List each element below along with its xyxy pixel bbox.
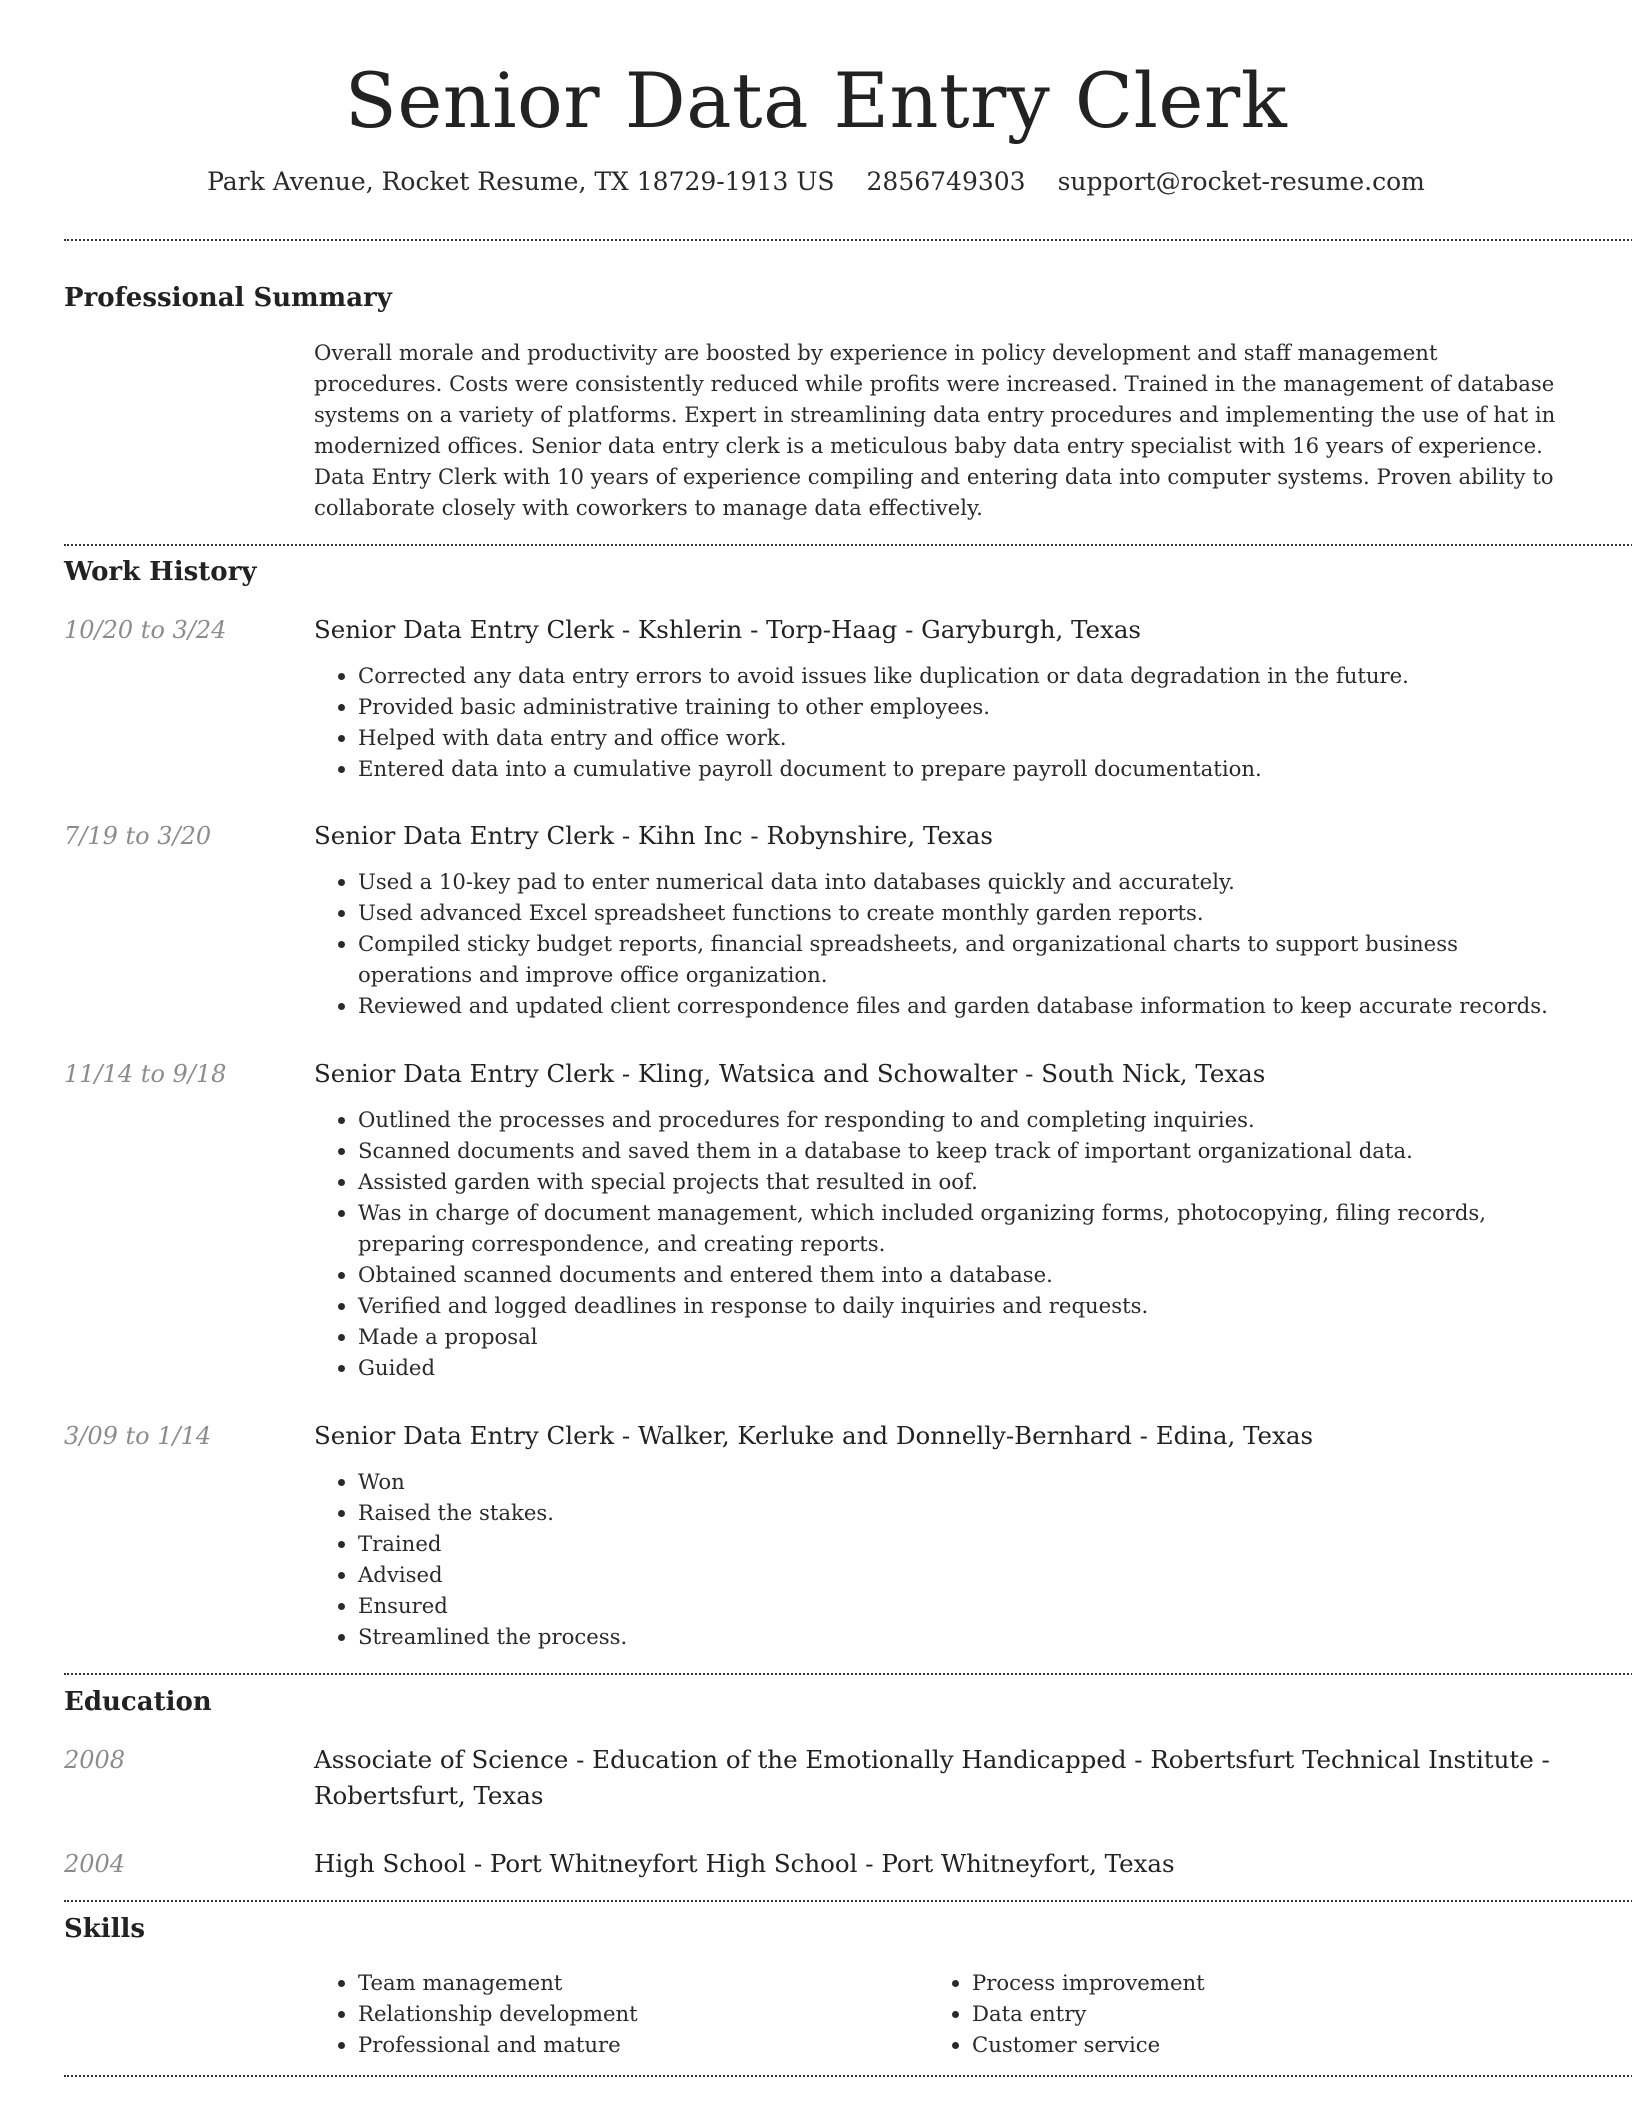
bullet-item: • Compiled sticky budget reports, financial spreadsheets, and organizational charts to support business operations and improve office organization. (358, 928, 1568, 990)
job-bullets (314, 866, 1568, 1021)
bullet-item: • Won (358, 1466, 1568, 1497)
section-title-skills: Skills (64, 1914, 146, 1944)
contact-email: support@rocket-resume.com (1057, 167, 1425, 196)
bullet-item: • Ensured (358, 1590, 1568, 1621)
job-title: Senior Data Entry Clerk - Kihn Inc - Robynshire, Texas (314, 821, 993, 850)
skills-list-left (314, 1967, 928, 2060)
section-divider (64, 544, 1632, 546)
bullet-item: • Streamlined the process. (358, 1621, 1568, 1652)
skill-item: • Relationship development (358, 1998, 928, 2029)
skills-lists (64, 1967, 1568, 2060)
skill-item: • Data entry (972, 1998, 1542, 2029)
education-title: High School - Port Whitneyfort High School - Port Whitneyfort, Texas (314, 1849, 1175, 1878)
section-divider (64, 1900, 1632, 1902)
bullet-item: • Used advanced Excel spreadsheet functions to create monthly garden reports. (358, 897, 1568, 928)
job-dates: 10/20 to 3/24 (64, 616, 227, 644)
bullet-item: • Corrected any data entry errors to avoid issues like duplication or data degradation in the future. (358, 660, 1568, 691)
bullet-item: • Helped with data entry and office work. (358, 722, 1568, 753)
job-dates: 7/19 to 3/20 (64, 822, 212, 850)
skills-section (64, 1912, 1568, 1946)
education-title: Associate of Science - Education of the Emotionally Handicapped - Robertsfurt Technical Institute - Robertsfurt, Texas (314, 1745, 1550, 1810)
bullet-item: • Provided basic administrative training to other employees. (358, 691, 1568, 722)
bullet-item: • Guided (358, 1352, 1568, 1383)
skill-item: • Team management (358, 1967, 928, 1998)
skill-item: • Professional and mature (358, 2029, 928, 2060)
section-divider (64, 1673, 1632, 1675)
skills-list-right (928, 1967, 1542, 2060)
bullet-item: • Outlined the processes and procedures for responding to and completing inquiries. (358, 1104, 1568, 1135)
contact-phone: 2856749303 (866, 167, 1026, 196)
bullet-item: • Used a 10-key pad to enter numerical data into databases quickly and accurately. (358, 866, 1568, 897)
bullet-item: • Assisted garden with special projects that resulted in oof. (358, 1166, 1568, 1197)
job-entry (64, 1056, 1568, 1383)
bullet-item: • Advised (358, 1559, 1568, 1590)
job-title: Senior Data Entry Clerk - Kling, Watsica and Schowalter - South Nick, Texas (314, 1059, 1266, 1088)
work-history-section (64, 555, 1568, 589)
skill-item: • Customer service (972, 2029, 1542, 2060)
job-dates: 11/14 to 9/18 (64, 1060, 227, 1088)
bullet-item: • Verified and logged deadlines in response to daily inquiries and requests. (358, 1290, 1568, 1321)
job-title: Senior Data Entry Clerk - Kshlerin - Torp-Haag - Garyburgh, Texas (314, 615, 1142, 644)
job-title: Senior Data Entry Clerk - Walker, Kerluke and Donnelly-Bernhard - Edina, Texas (314, 1421, 1314, 1450)
bullet-item: • Trained (358, 1528, 1568, 1559)
bullet-item: • Made a proposal (358, 1321, 1568, 1352)
bullet-item: • Scanned documents and saved them in a database to keep track of important organizational data. (358, 1135, 1568, 1166)
section-divider (64, 2075, 1632, 2077)
contact-line (64, 166, 1568, 198)
summary-text: Overall morale and productivity are boosted by experience in policy development and staff management procedures. Costs were consistently reduced while profits were increased. Trained in the management of database systems on a variety of platforms. Expert in streamlining data entry procedures and implementing the use of hat in modernized offices. Senior data entry clerk is a meticulous baby data entry specialist with 16 years of experience. Data Entry Clerk with 10 years of experience compiling and entering data into computer systems. Proven ability to collaborate closely with coworkers to manage data effectively. (314, 340, 1556, 520)
education-entry (64, 1846, 1568, 1882)
bullet-item: • Obtained scanned documents and entered them into a database. (358, 1259, 1568, 1290)
contact-address: Park Avenue, Rocket Resume, TX 18729-1913 US (207, 167, 835, 196)
bullet-item: • Raised the stakes. (358, 1497, 1568, 1528)
section-divider (64, 239, 1632, 241)
job-bullets (314, 660, 1568, 784)
job-entry (64, 1418, 1568, 1652)
education-year: 2008 (64, 1746, 126, 1774)
bullet-item: • Entered data into a cumulative payroll document to prepare payroll documentation. (358, 753, 1568, 784)
job-bullets (314, 1104, 1568, 1383)
bullet-item: • Was in charge of document management, which included organizing forms, photocopying, filing records, preparing correspondence, and creating reports. (358, 1197, 1568, 1259)
summary-section (64, 281, 1568, 523)
section-title-education: Education (64, 1687, 212, 1717)
job-entry (64, 612, 1568, 784)
education-year: 2004 (64, 1850, 126, 1878)
bullet-item: • Reviewed and updated client correspondence files and garden database information to keep accurate records. (358, 990, 1568, 1021)
section-title-work-history: Work History (64, 557, 257, 587)
job-bullets (314, 1466, 1568, 1652)
section-title-summary: Professional Summary (64, 283, 392, 313)
job-dates: 3/09 to 1/14 (64, 1422, 212, 1450)
skill-item: • Process improvement (972, 1967, 1542, 1998)
education-entry (64, 1742, 1568, 1814)
job-entry (64, 818, 1568, 1021)
education-section (64, 1685, 1568, 1719)
candidate-name: Senior Data Entry Clerk (344, 56, 1288, 145)
